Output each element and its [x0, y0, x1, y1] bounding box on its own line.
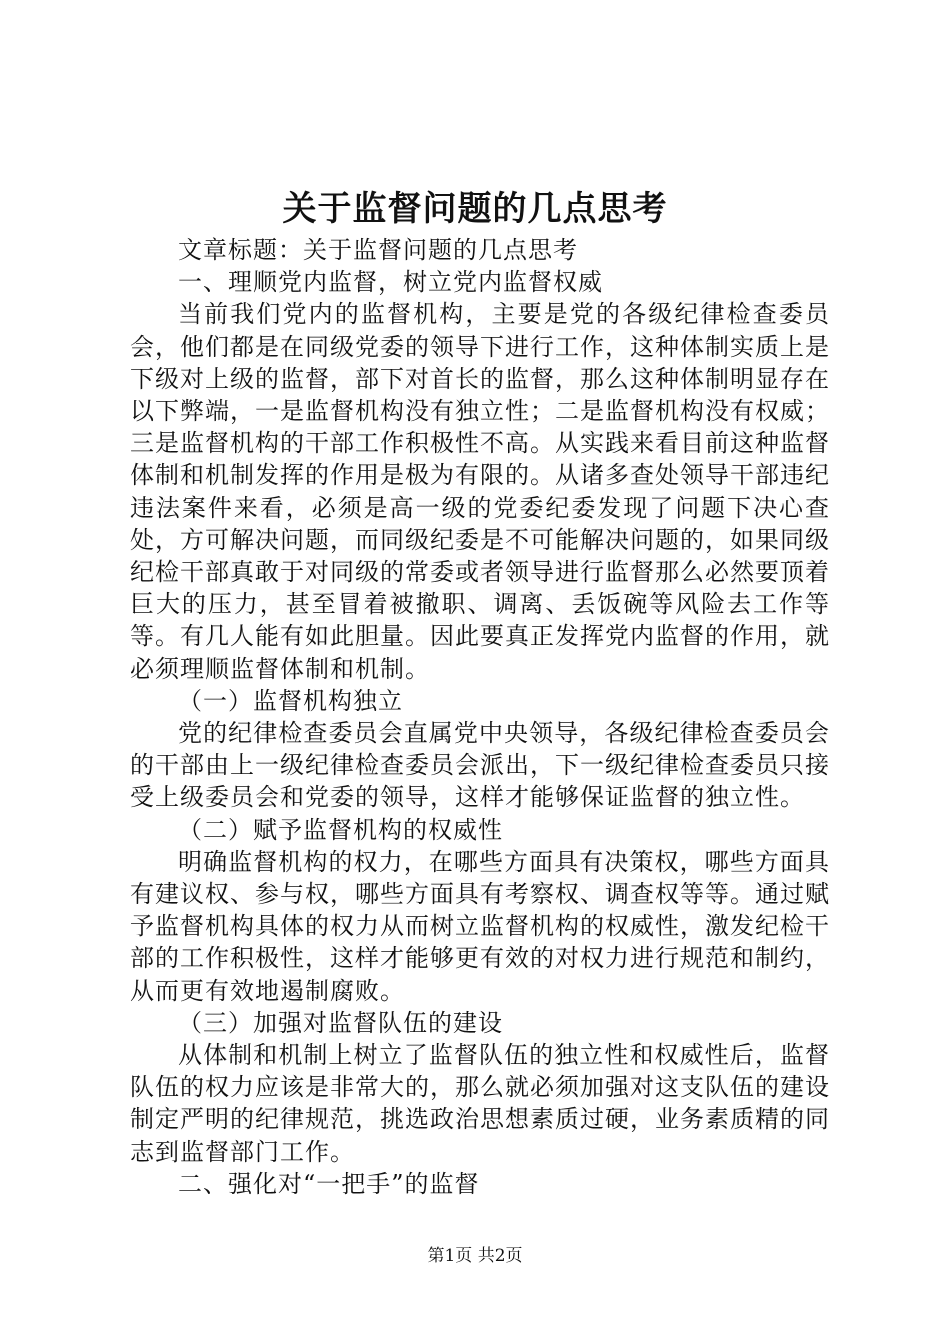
body-paragraph: 明确监督机构的权力，在哪些方面具有决策权，哪些方面具有建议权、参与权，哪些方面具有考察权、调查权等等。通过赋予监督机构具体的权力从而树立监督机构的权威性，激发纪检干部的工作积极性，这样才能够更有效的对权力进行规范和制约，从而更有效地遏制腐败。 [130, 847, 830, 1005]
section-heading-2: 二、强化对“一把手”的监督 [178, 1169, 480, 1198]
body-paragraph: 当前我们党内的监督机构，主要是党的各级纪律检查委员会，他们都是在同级党委的领导下进行工作，这种体制实质上是下级对上级的监督，部下对首长的监督，那么这种体制明显存在以下弊端，一是监督机构没有独立性；二是监督机构没有权威；三是监督机构的干部工作积极性不高。从实践来看目前这种监督体制和机制发挥的作用是极为有限的。从诸多查处领导干部违纪违法案件来看，必须是高一级的党委纪委发现了问题下决心查处，方可解决问题，而同级纪委是不可能解决问题的，如果同级纪检干部真敢于对同级的常委或者领导进行监督那么必然要顶着巨大的压力，甚至冒着被撤职、调离、丢饭碗等风险去工作等等。有几人能有如此胆量。因此要真正发挥党内监督的作用，就必须理顺监督体制和机制。 [130, 300, 830, 683]
subsection-heading-2: （二）赋予监督机构的权威性 [178, 815, 503, 844]
document-title: 关于监督问题的几点思考 [282, 189, 668, 229]
section-heading-1: 一、理顺党内监督，树立党内监督权威 [178, 268, 603, 297]
subsection-heading-3: （三）加强对监督队伍的建设 [178, 1008, 503, 1037]
body-paragraph: 党的纪律检查委员会直属党中央领导，各级纪律检查委员会的干部由上一级纪律检查委员会派出，下一级纪律检查委员只接受上级委员会和党委的领导，这样才能够保证监督的独立性。 [130, 719, 830, 812]
subsection-heading-1: （一）监督机构独立 [178, 686, 403, 715]
document-body [130, 234, 830, 1200]
article-title-line: 文章标题：关于监督问题的几点思考 [178, 236, 578, 264]
body-paragraph: 从体制和机制上树立了监督队伍的独立性和权威性后，监督队伍的权力应该是非常大的，那么就必须加强对这支队伍的建设制定严明的纪律规范，挑选政治思想素质过硬，业务素质精的同志到监督部门工作。 [130, 1041, 830, 1166]
page-number-footer: 第1页 共2页 [427, 1246, 523, 1266]
